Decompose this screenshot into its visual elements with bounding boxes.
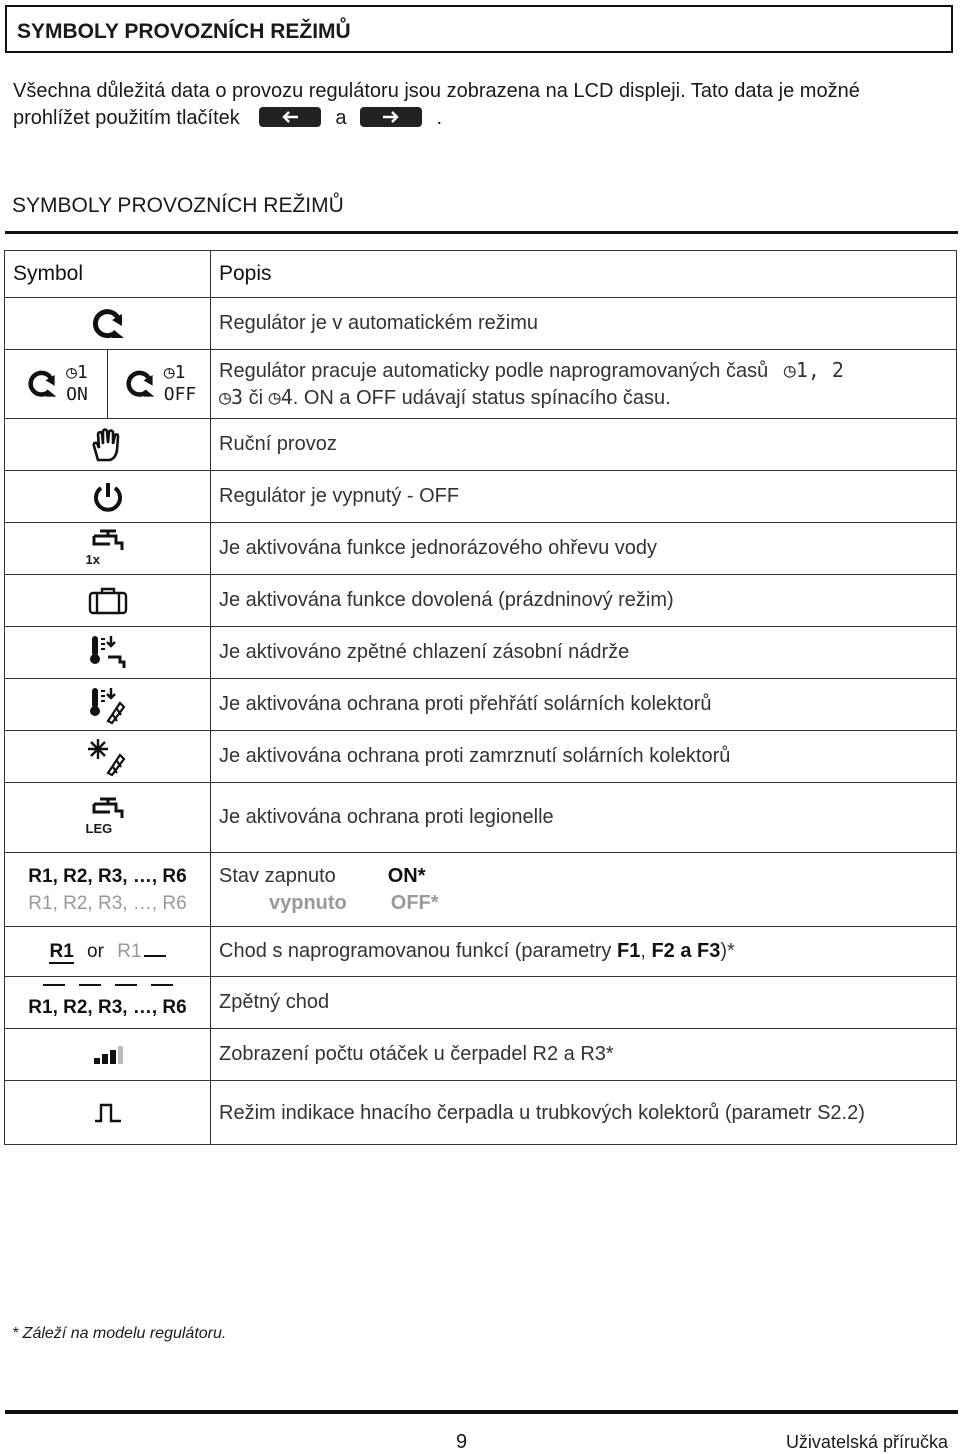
snowflake-collector-icon — [5, 731, 211, 783]
footnote: * Záleží na modelu regulátoru. — [12, 1325, 227, 1342]
intro-connector: a — [335, 107, 347, 129]
tap-1x-icon: 1x — [5, 523, 211, 575]
timer-off-icon: ◷1 OFF — [108, 350, 210, 418]
section-rule — [5, 231, 958, 234]
table-row — [5, 523, 957, 575]
row-description: Ruční provoz — [211, 419, 957, 471]
row-description: Režim indikace hnacího čerpadla u trubkových kolektorů (parametr S2.2) — [211, 1081, 957, 1145]
clock-icon: ◷ — [66, 362, 77, 383]
footer-rule — [5, 1410, 958, 1414]
row-description: Regulátor je vypnutý - OFF — [211, 471, 957, 523]
table-row — [5, 575, 957, 627]
table-row — [5, 853, 957, 927]
row-description: Je aktivována ochrana proti legionelle — [211, 783, 957, 853]
hand-icon — [5, 419, 211, 471]
clock-icon: ◷ — [783, 358, 796, 382]
timer-on-off-icons — [5, 350, 211, 419]
table-row — [5, 419, 957, 471]
row-description: Stav zapnuto ON* vypnuto OFF* — [211, 853, 957, 927]
table-row — [5, 731, 957, 783]
row-description: Chod s naprogramovanou funkcí (parametry F1, F2 a F3)* — [211, 927, 957, 977]
auto-mode-icon — [5, 298, 211, 350]
row-description: Je aktivována funkce dovolená (prázdninový režim) — [211, 575, 957, 627]
header-symbol: Symbol — [5, 251, 211, 298]
row-description: Regulátor je v automatickém režimu — [211, 298, 957, 350]
relay-program-symbol: R1 or R1 — [5, 927, 211, 977]
intro-paragraph — [13, 78, 933, 132]
table-row — [5, 471, 957, 523]
relay-state-symbol: R1, R2, R3, …, R6 R1, R2, R3, …, R6 — [5, 853, 211, 927]
table-row — [5, 977, 957, 1029]
table-row — [5, 1029, 957, 1081]
header-description: Popis — [211, 251, 957, 298]
tap-leg-icon: LEG — [5, 783, 211, 853]
row-description: Je aktivováno zpětné chlazení zásobní nádrže — [211, 627, 957, 679]
row-description: Je aktivována funkce jednorázového ohřevu vody — [211, 523, 957, 575]
thermometer-tap-icon — [5, 627, 211, 679]
table-row — [5, 298, 957, 350]
page-number: 9 — [456, 1431, 468, 1453]
right-arrow-button-icon — [360, 107, 422, 127]
row-description: Zobrazení počtu otáček u čerpadel R2 a R3* — [211, 1029, 957, 1081]
page-heading: SYMBOLY PROVOZNÍCH REŽIMŮ — [17, 20, 351, 43]
table-row — [5, 627, 957, 679]
document-name: Uživatelská příručka — [785, 1432, 948, 1452]
intro-text: Všechna důležitá data o provozu regulátoru jsou zobrazena na LCD displeji. Tato data je možné prohlížet použitím tlačítek — [13, 80, 860, 129]
thermometer-collector-icon — [5, 679, 211, 731]
power-icon — [5, 471, 211, 523]
section-title: SYMBOLY PROVOZNÍCH REŽIMŮ — [12, 194, 344, 217]
left-arrow-button-icon — [259, 107, 321, 127]
row-description: Je aktivována ochrana proti zamrznutí solárních kolektorů — [211, 731, 957, 783]
intro-end: . — [436, 107, 443, 129]
table-row — [5, 679, 957, 731]
heading-box — [5, 5, 953, 53]
pump-speed-icon — [5, 1029, 211, 1081]
clock-icon: ◷ — [268, 385, 281, 409]
table-row — [5, 350, 957, 419]
table-header-row — [5, 251, 957, 298]
clock-icon: ◷ — [163, 362, 175, 383]
pulse-icon — [5, 1081, 211, 1145]
row-description: Regulátor pracuje automaticky podle naprogramovaných časů ◷1, 2 ◷3 či ◷4. ON a OFF udávají status spínacího času. — [211, 350, 957, 419]
suitcase-icon — [5, 575, 211, 627]
symbols-table — [4, 250, 957, 1145]
row-description: Je aktivována ochrana proti přehřátí solárních kolektorů — [211, 679, 957, 731]
table-row — [5, 1081, 957, 1145]
relay-reverse-symbol: R1, R2, R3, …, R6 — [5, 977, 211, 1029]
table-row — [5, 783, 957, 853]
row-description: Zpětný chod — [211, 977, 957, 1029]
timer-on-icon: ◷1 ON — [5, 350, 108, 418]
table-row — [5, 927, 957, 977]
clock-icon: ◷ — [219, 385, 232, 409]
